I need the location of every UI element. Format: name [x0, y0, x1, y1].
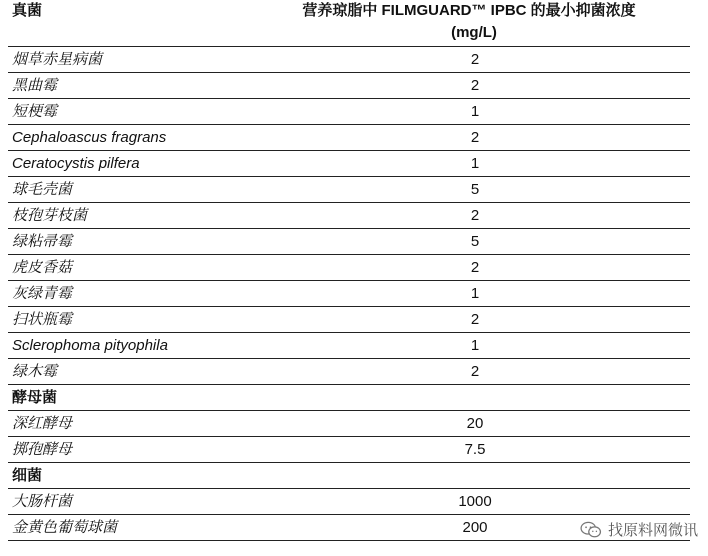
mic-value: 7.5 — [464, 441, 486, 458]
table-row — [8, 47, 690, 73]
organism-name: 扫状瓶霉 — [12, 310, 73, 328]
table-row — [8, 281, 690, 307]
organism-name: 黑曲霉 — [12, 76, 58, 94]
mic-value: 2 — [470, 311, 480, 328]
mic-value: 2 — [470, 77, 480, 94]
section-heading: 细菌 — [12, 467, 43, 484]
organism-name: 绿粘帚霉 — [12, 232, 73, 250]
organism-name: 球毛壳菌 — [12, 180, 73, 198]
section-heading: 酵母菌 — [12, 389, 58, 406]
table-row — [8, 255, 690, 281]
organism-name: 枝孢芽枝菌 — [12, 206, 88, 224]
mic-value: 5 — [470, 233, 480, 250]
table-body — [8, 47, 690, 541]
table-row — [8, 229, 690, 255]
organism-name: 金黄色葡萄球菌 — [12, 518, 118, 536]
table-row — [8, 99, 690, 125]
organism-name: 掷孢酵母 — [12, 440, 73, 458]
organism-name: 虎皮香菇 — [12, 258, 73, 276]
mic-value: 2 — [470, 259, 480, 276]
organism-name: Ceratocystis pilfera — [12, 155, 140, 172]
table-row — [8, 73, 690, 99]
mic-value: 1 — [470, 155, 480, 172]
mic-value: 2 — [470, 51, 480, 68]
table-row — [8, 359, 690, 385]
table-row — [8, 177, 690, 203]
wechat-icon — [580, 521, 602, 539]
organism-name: 绿木霉 — [12, 362, 58, 380]
header-fungi: 真菌 — [12, 2, 43, 19]
organism-name: 大肠杆菌 — [12, 492, 73, 510]
mic-table — [8, 0, 690, 541]
header-mic — [248, 0, 690, 44]
table-row — [8, 151, 690, 177]
table-row — [8, 437, 690, 463]
header-mic-title: 营养琼脂中 FILMGUARD™ IPBC 的最小抑菌浓度 — [302, 2, 636, 19]
table-row — [8, 125, 690, 151]
mic-value: 1 — [470, 103, 480, 120]
organism-name: Sclerophoma pityophila — [12, 337, 168, 354]
watermark-text: 找原料网微讯 — [607, 522, 698, 539]
mic-value: 1000 — [458, 493, 492, 510]
section-row — [8, 385, 690, 411]
table-row — [8, 203, 690, 229]
mic-value: 2 — [470, 363, 480, 380]
organism-name: 灰绿青霉 — [12, 284, 73, 302]
mic-value: 5 — [470, 181, 480, 198]
mic-value: 1 — [470, 285, 480, 302]
organism-name: 短梗霉 — [12, 102, 58, 120]
mic-value: 200 — [462, 519, 488, 536]
section-row — [8, 463, 690, 489]
table-header — [8, 0, 690, 47]
table-row — [8, 489, 690, 515]
organism-name: 深红酵母 — [12, 414, 73, 432]
organism-name: Cephaloascus fragrans — [12, 129, 167, 146]
header-mic-unit: (mg/L) — [451, 24, 497, 41]
table-row — [8, 411, 690, 437]
organism-name: 烟草赤星病菌 — [12, 50, 103, 68]
table-row — [8, 307, 690, 333]
mic-value: 2 — [470, 129, 480, 146]
table-row — [8, 333, 690, 359]
watermark — [580, 519, 698, 540]
mic-value: 1 — [470, 337, 480, 354]
mic-value: 20 — [466, 415, 484, 432]
mic-value: 2 — [470, 207, 480, 224]
